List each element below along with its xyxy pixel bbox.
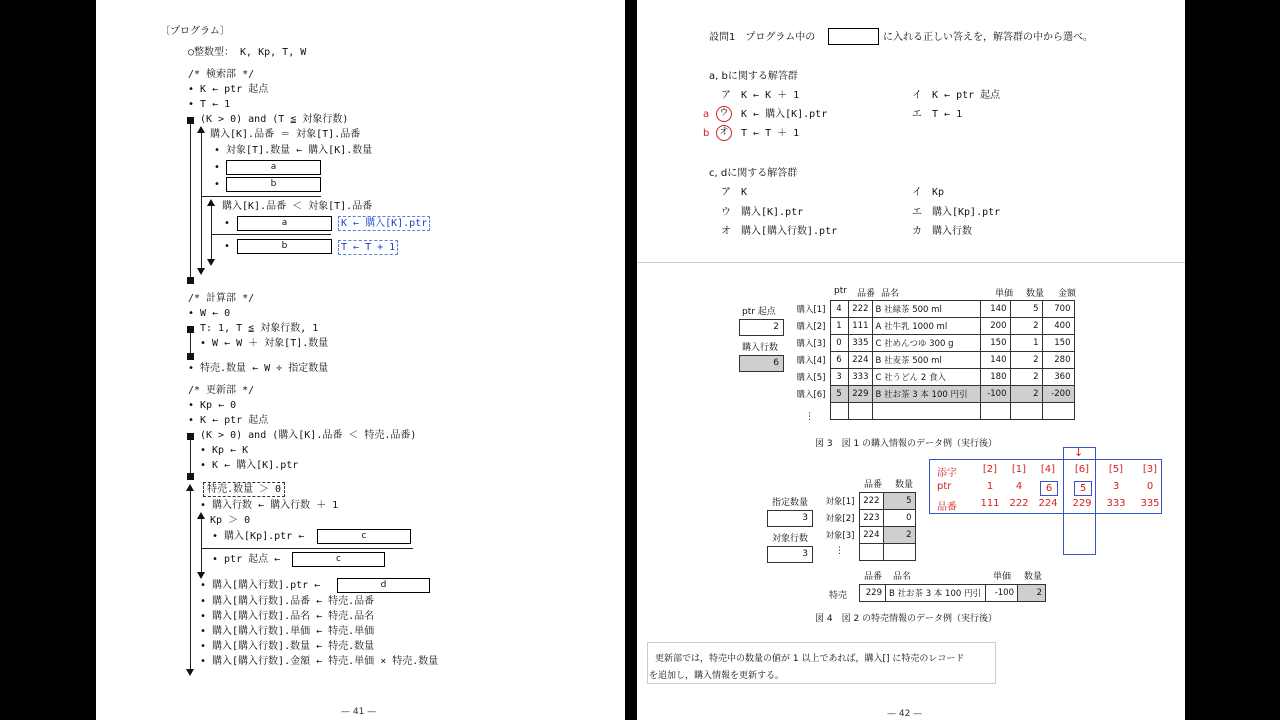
loop-condition: (K > 0) and (購入[K].品番 ＜ 特売.品番) — [200, 430, 417, 441]
stmt: • 購入[購入行数].品名 ← 特売.品名 — [200, 611, 375, 622]
cell: 2 — [1010, 318, 1042, 335]
choice-value: 購入[Kp].ptr — [932, 207, 1001, 218]
chain-row-label: 品番 — [937, 502, 957, 513]
bullet: • — [214, 179, 220, 190]
cell: 対象[2] — [825, 514, 855, 524]
cell: 購入[4] — [796, 356, 826, 366]
question-prefix: 設問1 プログラム中の — [709, 32, 816, 43]
col-header: 単価 — [993, 572, 1012, 582]
col-header: 数量 — [1026, 289, 1045, 299]
selection-arrow — [186, 669, 194, 676]
cell: 2 — [1010, 352, 1042, 369]
loop-marker — [187, 473, 194, 480]
col-header: 金額 — [1058, 289, 1077, 299]
choice-key[interactable]: エ — [912, 109, 922, 120]
divider — [201, 196, 321, 197]
stmt: • 購入[購入行数].単価 ← 特売.単価 — [200, 626, 375, 637]
chain-cell: 333 — [1106, 498, 1126, 509]
cell: -200 — [1042, 386, 1074, 403]
cell: 購入[3] — [796, 339, 826, 349]
cell: 0 — [883, 510, 915, 527]
chain-cell: 6 — [1040, 481, 1058, 496]
cell: A 社牛乳 1000 ml — [872, 318, 980, 335]
choice-key[interactable]: エ — [912, 207, 922, 218]
stmt: • K ← ptr 起点 — [188, 415, 269, 426]
cell: 購入[2] — [796, 322, 826, 332]
target-row — [821, 510, 915, 527]
selection-line — [211, 205, 212, 260]
purchase-rows-label: 購入行数 — [742, 343, 779, 353]
cell: 2 — [1018, 585, 1046, 602]
loop-marker — [187, 353, 194, 360]
cell — [883, 544, 915, 561]
ab-title: a, bに関する解答群 — [709, 71, 798, 82]
chain-cell: 224 — [1038, 498, 1058, 509]
chain-cell: [6] — [1074, 464, 1090, 475]
cell: 111 — [848, 318, 872, 335]
cell: 3 — [830, 369, 848, 386]
cell: 1 — [830, 318, 848, 335]
purchase-table — [792, 300, 1075, 420]
col-header: 品番 — [857, 289, 876, 299]
cell: 6 — [830, 352, 848, 369]
choice-value: Kp — [932, 187, 945, 198]
chain-cell: [4] — [1040, 464, 1056, 475]
choice-key[interactable]: ウ — [721, 207, 731, 218]
cd-title: c, dに関する解答群 — [709, 168, 798, 179]
bullet: • — [224, 218, 230, 229]
stmt: • 購入[Kp].ptr ← — [212, 531, 305, 542]
choice-key-circled[interactable]: オ — [716, 125, 732, 141]
stmt: • 購入[購入行数].金額 ← 特売.単価 × 特売.数量 — [200, 656, 439, 667]
sale-row — [860, 585, 1046, 602]
annotation-a: K ← 購入[K].ptr — [338, 216, 430, 231]
chain-cell: 111 — [980, 498, 1000, 509]
choice-value: K ← 購入[K].ptr — [741, 109, 828, 120]
cell: 280 — [1042, 352, 1074, 369]
mark-b: b — [703, 128, 710, 139]
loop-line — [190, 440, 191, 474]
chain-cell: [1] — [1011, 464, 1027, 475]
col-header: 数量 — [895, 480, 914, 490]
stmt: • T ← 1 — [188, 99, 231, 110]
chain-cell: 0 — [1146, 481, 1154, 492]
cell: 200 — [980, 318, 1010, 335]
col-header: 単価 — [995, 289, 1014, 299]
choice-key[interactable]: イ — [912, 187, 922, 198]
purchase-row — [792, 369, 1074, 386]
chain-cell: [2] — [982, 464, 998, 475]
cell: 購入[1] — [796, 305, 826, 315]
divider — [211, 234, 331, 235]
blank-b[interactable]: b — [237, 239, 332, 254]
comment-calc: /* 計算部 */ — [188, 293, 255, 304]
col-header: 品番 — [864, 572, 883, 582]
ptr-start-label: ptr 起点 — [742, 307, 776, 317]
stmt: • 購入行数 ← 購入行数 ＋ 1 — [200, 500, 339, 511]
sale-table — [859, 584, 1046, 602]
cell — [1010, 403, 1042, 420]
cell: 180 — [980, 369, 1010, 386]
cell: B 社麦茶 500 ml — [872, 352, 980, 369]
cell — [859, 544, 883, 561]
cell: 224 — [859, 527, 883, 544]
purchase-row — [792, 352, 1074, 369]
cell: B 社お茶 3 本 100 円引 — [886, 585, 986, 602]
bullet: • — [224, 241, 230, 252]
cell: 対象[1] — [825, 497, 855, 507]
cell: 5 — [883, 493, 915, 510]
cell: 140 — [980, 301, 1010, 318]
cell: 223 — [859, 510, 883, 527]
cell: 0 — [830, 335, 848, 352]
spec-qty-value: 3 — [767, 510, 813, 527]
cell: B 社お茶 3 本 100 円引 — [872, 386, 980, 403]
chain-cell: 5 — [1074, 481, 1092, 496]
selection-line — [190, 490, 191, 670]
ellipsis: ⋮ — [805, 412, 814, 422]
cell: C 社うどん 2 食入 — [872, 369, 980, 386]
spec-qty-label: 指定数量 — [772, 498, 809, 508]
col-header: 品名 — [881, 289, 900, 299]
cell — [980, 403, 1010, 420]
figure3-caption: 図 3 図 1 の購入情報のデータ例（実行後） — [815, 439, 998, 449]
selection-arrow — [197, 572, 205, 579]
chain-cell: [3] — [1142, 464, 1158, 475]
cell: 2 — [1010, 386, 1042, 403]
bullet: • — [214, 162, 220, 173]
cell: -100 — [980, 386, 1010, 403]
selection-condition: 購入[K].品番 ＝ 対象[T].品番 — [210, 129, 361, 140]
figure4-caption: 図 4 図 2 の特売情報のデータ例（実行後） — [815, 614, 998, 624]
cell: -100 — [986, 585, 1018, 602]
stmt: • K ← 購入[K].ptr — [200, 460, 299, 471]
stmt: • Kp ← 0 — [188, 400, 237, 411]
cell — [830, 403, 848, 420]
cell: 222 — [848, 301, 872, 318]
loop-line — [190, 124, 191, 278]
selection-condition: Kp ＞ 0 — [210, 515, 251, 526]
comment-update: /* 更新部 */ — [188, 385, 255, 396]
blank-c[interactable]: c — [292, 552, 385, 567]
choice-value: T ← 1 — [932, 109, 963, 120]
selection-condition: 購入[K].品番 ＜ 対象[T].品番 — [222, 201, 373, 212]
purchase-row — [792, 301, 1074, 318]
target-row — [821, 527, 915, 544]
chain-row-label: ptr — [937, 481, 952, 492]
choice-key[interactable]: イ — [912, 90, 922, 101]
col-header: 品名 — [893, 572, 912, 582]
col-header: ptr — [834, 286, 847, 296]
selection-arrow — [207, 259, 215, 266]
stmt: • K ← ptr 起点 — [188, 84, 269, 95]
loop-marker — [187, 433, 194, 440]
cell: 229 — [848, 386, 872, 403]
cell: 対象[3] — [825, 531, 855, 541]
stmt: • 購入[購入行数].数量 ← 特売.数量 — [200, 641, 375, 652]
purchase-row — [792, 318, 1074, 335]
divider — [201, 548, 413, 549]
cell: 400 — [1042, 318, 1074, 335]
selection-condition: 特売.数量 ＞ 0 — [203, 482, 285, 497]
cell: 2 — [883, 527, 915, 544]
chain-cell: 4 — [1015, 481, 1023, 492]
purchase-row-empty — [792, 403, 1074, 420]
cell: 150 — [980, 335, 1010, 352]
cell: 4 — [830, 301, 848, 318]
cell — [1042, 403, 1074, 420]
stmt: • 購入[購入行数].品番 ← 特売.品番 — [200, 596, 375, 607]
cell — [848, 403, 872, 420]
chain-arrow: ↓ — [1074, 446, 1084, 459]
choice-value: K ← K ＋ 1 — [741, 90, 800, 101]
chain-cell: 3 — [1112, 481, 1120, 492]
stmt: • 対象[T].数量 ← 購入[K].数量 — [214, 145, 373, 156]
chain-row-label: 添字 — [937, 468, 957, 479]
cell: 1 — [1010, 335, 1042, 352]
cell: 150 — [1042, 335, 1074, 352]
comment-search: /* 検索部 */ — [188, 69, 255, 80]
cell: 333 — [848, 369, 872, 386]
blank-d[interactable]: d — [337, 578, 430, 593]
chain-cell: [5] — [1108, 464, 1124, 475]
choice-value: T ← T ＋ 1 — [741, 128, 800, 139]
selection-arrow — [197, 268, 205, 275]
col-header: 数量 — [1024, 572, 1043, 582]
cell: 335 — [848, 335, 872, 352]
target-rows-value: 3 — [767, 546, 813, 563]
sale-label: 特売 — [829, 591, 848, 601]
purchase-rows-value: 6 — [739, 355, 784, 372]
cell: B 社緑茶 500 ml — [872, 301, 980, 318]
choice-value: K ← ptr 起点 — [932, 90, 1001, 101]
loop-condition: T: 1, T ≦ 対象行数, 1 — [200, 323, 319, 334]
cell: 222 — [859, 493, 883, 510]
chain-cell: 335 — [1140, 498, 1160, 509]
choice-key-circled[interactable]: ウ — [716, 106, 732, 122]
question-blank — [828, 28, 879, 45]
choice-key[interactable]: ア — [721, 187, 731, 198]
cell: 5 — [830, 386, 848, 403]
choice-value: 購入[購入行数].ptr — [741, 226, 838, 237]
program-header: 〔プログラム〕 — [160, 26, 230, 37]
chain-cell: 1 — [986, 481, 994, 492]
purchase-row — [792, 335, 1074, 352]
divider — [637, 262, 1185, 263]
cell: 5 — [1010, 301, 1042, 318]
cell: 2 — [1010, 369, 1042, 386]
col-header: 品番 — [864, 480, 883, 490]
question-suffix: に入れる正しい答えを，解答群の中から選べ。 — [883, 32, 1093, 43]
page-number: — 41 — — [341, 707, 377, 717]
stmt: • 特売.数量 ← W ÷ 指定数量 — [188, 363, 329, 374]
right-page — [637, 0, 1185, 720]
stmt: • Kp ← K — [200, 445, 249, 456]
choice-value: 購入行数 — [932, 226, 972, 237]
blank-a[interactable]: a — [237, 216, 332, 231]
cell: 229 — [860, 585, 886, 602]
choice-key[interactable]: オ — [721, 226, 731, 237]
page-number: — 42 — — [887, 709, 923, 719]
ptr-start-value: 2 — [739, 319, 784, 336]
note-line: を追加し，購入情報を更新する。 — [649, 671, 785, 681]
stmt: • ptr 起点 ← — [212, 554, 281, 565]
loop-marker — [187, 326, 194, 333]
cell: 140 — [980, 352, 1010, 369]
cell: 700 — [1042, 301, 1074, 318]
selection-line — [201, 131, 202, 270]
stmt: • W ← 0 — [188, 308, 231, 319]
choice-key[interactable]: ア — [721, 90, 731, 101]
note-line: 更新部では，特売中の数量の値が 1 以上であれば，購入[] に特売のレコード — [655, 654, 965, 664]
cell: 224 — [848, 352, 872, 369]
purchase-row — [792, 386, 1074, 403]
target-rows-label: 対象行数 — [772, 534, 809, 544]
blank-c[interactable]: c — [317, 529, 411, 544]
selection-line — [201, 518, 202, 573]
target-row — [821, 493, 915, 510]
loop-condition: (K > 0) and (T ≦ 対象行数) — [200, 114, 349, 125]
left-page — [96, 0, 625, 720]
annotation-b: T ← T + 1 — [338, 240, 398, 255]
choice-key[interactable]: カ — [912, 226, 922, 237]
cell: 360 — [1042, 369, 1074, 386]
blank-a[interactable]: a — [226, 160, 321, 175]
chain-cell: 222 — [1009, 498, 1029, 509]
chain-cell: 229 — [1072, 498, 1092, 509]
cell — [872, 403, 980, 420]
cell: 購入[5] — [796, 373, 826, 383]
choice-value: K — [741, 187, 748, 198]
stmt: • 購入[購入行数].ptr ← — [200, 580, 321, 591]
loop-marker — [187, 277, 194, 284]
stmt: • W ← W ＋ 対象[T].数量 — [200, 338, 329, 349]
blank-b[interactable]: b — [226, 177, 321, 192]
choice-value: 購入[K].ptr — [741, 207, 804, 218]
declaration: ○整数型： K, Kp, T, W — [188, 47, 307, 58]
mark-a: a — [703, 109, 710, 120]
loop-marker — [187, 117, 194, 124]
cell: C 社めんつゆ 300 g — [872, 335, 980, 352]
ellipsis: ⋮ — [835, 546, 844, 556]
cell: 購入[6] — [796, 390, 826, 400]
